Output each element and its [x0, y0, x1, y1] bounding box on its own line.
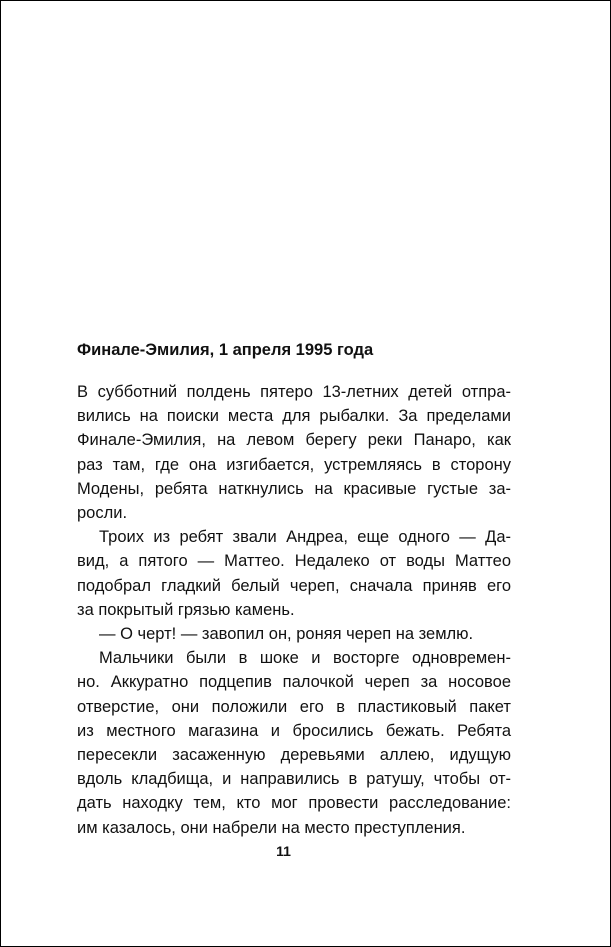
text-line: — О черт! — завопил он, роняя череп на землю. [99, 625, 474, 644]
text-line: вдоль кладбища, и направились в ратушу, чтобы от- [77, 770, 511, 789]
section-heading: Финале-Эмилия, 1 апреля 1995 года [77, 341, 374, 359]
page-number: 11 [276, 843, 291, 859]
text-line: дать находку тем, кто мог провести расследование: [77, 794, 511, 813]
text-line: пересекли засаженную деревьями аллею, идущую [77, 746, 511, 765]
text-line: подобрал гладкий белый череп, сначала приняв его [77, 576, 511, 595]
text-line: из местного магазина и бросились бежать. Ребята [77, 721, 511, 740]
text-line: В субботний полдень пятеро 13-летних детей отпра- [77, 383, 511, 401]
text-line: росли. [77, 504, 128, 523]
text-line: за покрытый грязью камень. [77, 600, 295, 619]
text-line: вились на поиски места для рыбалки. За пределами [77, 407, 511, 426]
text-line: раз там, где она изгибается, устремляясь в сторону [77, 455, 511, 474]
text-line: Модены, ребята наткнулись на красивые густые за- [77, 479, 511, 498]
body-text [77, 380, 511, 840]
text-line: Финале-Эмилия, на левом берегу реки Панаро, как [77, 431, 511, 450]
text-line: им казалось, они набрели на место преступления. [77, 818, 466, 837]
text-line: вид, а пятого — Маттео. Недалеко от воды Маттео [77, 552, 511, 571]
text-line: но. Аккуратно подцепив палочкой череп за носовое [77, 673, 511, 692]
text-line: Мальчики были в шоке и восторге одновремен- [99, 649, 511, 668]
text-line: Троих из ребят звали Андреа, еще одного — Да- [99, 528, 511, 547]
text-line: отверстие, они положили его в пластиковый пакет [77, 697, 511, 716]
